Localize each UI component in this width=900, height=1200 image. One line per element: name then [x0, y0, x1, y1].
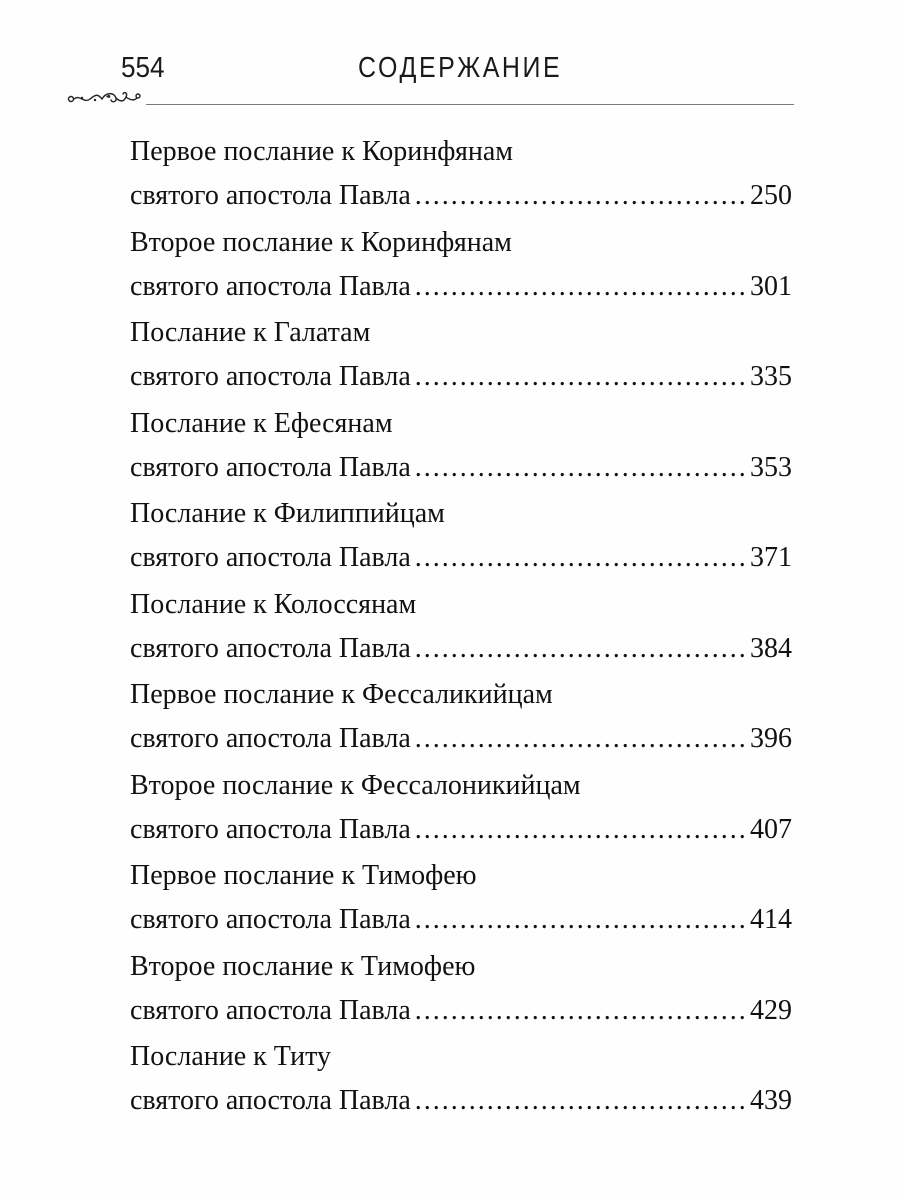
toc-entry: [130, 673, 792, 764]
toc-entry-page: 384: [750, 632, 792, 664]
toc-entry-title: Послание к Филиппийцам: [130, 498, 445, 529]
toc-entry-title: Первое послание к Фессаликийцам: [130, 679, 553, 710]
toc-entry-line: [130, 265, 792, 309]
toc-entry: [130, 311, 792, 402]
dot-leader: [415, 717, 748, 761]
dot-leader: [415, 265, 748, 309]
toc-entry-line: [130, 1079, 792, 1123]
toc-entry-page: 414: [750, 904, 792, 935]
toc-entry: [130, 221, 792, 312]
dot-leader: [415, 1079, 748, 1123]
toc-entry-subtitle: святого апостола Павла: [130, 180, 411, 211]
toc-entry-line: [130, 174, 792, 218]
toc-entry-title: Послание к Титу: [130, 1041, 332, 1072]
toc-entry: [130, 492, 792, 583]
toc-entry-line: [130, 536, 792, 580]
toc-entry-subtitle: святого апостола Павла: [130, 1085, 411, 1116]
table-of-contents: [130, 130, 792, 1126]
toc-entry-title: Послание к Галатам: [130, 317, 371, 348]
toc-entry-page: 301: [750, 270, 792, 302]
toc-entry: [130, 402, 792, 493]
dot-leader: [415, 627, 748, 671]
header-rule: [146, 104, 794, 105]
toc-entry: [130, 583, 792, 674]
toc-entry-line: [130, 717, 792, 761]
toc-entry-subtitle: святого апостола Павла: [130, 361, 411, 392]
toc-entry-subtitle: святого апостола Павла: [130, 270, 411, 302]
toc-entry-title: Второе послание к Коринфянам: [130, 226, 512, 258]
flourish-ornament-icon: [66, 88, 142, 106]
toc-entry-page: 335: [750, 361, 792, 392]
running-title: СОДЕРЖАНИЕ: [358, 52, 563, 84]
toc-entry-line: [130, 627, 792, 671]
toc-entry-page: 429: [750, 994, 792, 1026]
toc-entry: [130, 854, 792, 945]
toc-entry-line: [130, 989, 792, 1033]
toc-entry-subtitle: святого апостола Павла: [130, 542, 411, 573]
toc-entry-page: 396: [750, 723, 792, 754]
toc-entry-title: Послание к Колоссянам: [130, 588, 417, 620]
toc-entry-line: [130, 898, 792, 942]
toc-entry-line: [130, 446, 792, 490]
dot-leader: [415, 355, 748, 399]
toc-entry-subtitle: святого апостола Павла: [130, 451, 411, 483]
toc-entry-page: 250: [750, 180, 792, 211]
dot-leader: [415, 174, 748, 218]
toc-entry-page: 353: [750, 451, 792, 483]
dot-leader: [415, 898, 748, 942]
toc-entry-page: 439: [750, 1085, 792, 1116]
toc-entry-title: Второе послание к Фессалоникийцам: [130, 769, 581, 801]
toc-entry: [130, 945, 792, 1036]
toc-entry-subtitle: святого апостола Павла: [130, 904, 411, 935]
dot-leader: [415, 446, 748, 490]
dot-leader: [415, 989, 748, 1033]
toc-entry-page: 371: [750, 542, 792, 573]
toc-entry-title: Первое послание к Тимофею: [130, 860, 477, 891]
dot-leader: [415, 808, 748, 852]
toc-entry-subtitle: святого апостола Павла: [130, 994, 411, 1026]
toc-entry-subtitle: святого апостола Павла: [130, 632, 411, 664]
toc-entry-title: Послание к Ефесянам: [130, 407, 393, 439]
toc-entry-subtitle: святого апостола Павла: [130, 813, 411, 845]
toc-entry: [130, 764, 792, 855]
toc-entry-line: [130, 808, 792, 852]
toc-entry: [130, 130, 792, 221]
page-number: 554: [121, 52, 165, 84]
toc-entry-subtitle: святого апостола Павла: [130, 723, 411, 754]
dot-leader: [415, 536, 748, 580]
toc-entry: [130, 1035, 792, 1126]
toc-entry-page: 407: [750, 813, 792, 845]
toc-entry-title: Второе послание к Тимофею: [130, 950, 476, 982]
toc-entry-line: [130, 355, 792, 399]
toc-entry-title: Первое послание к Коринфянам: [130, 136, 513, 167]
